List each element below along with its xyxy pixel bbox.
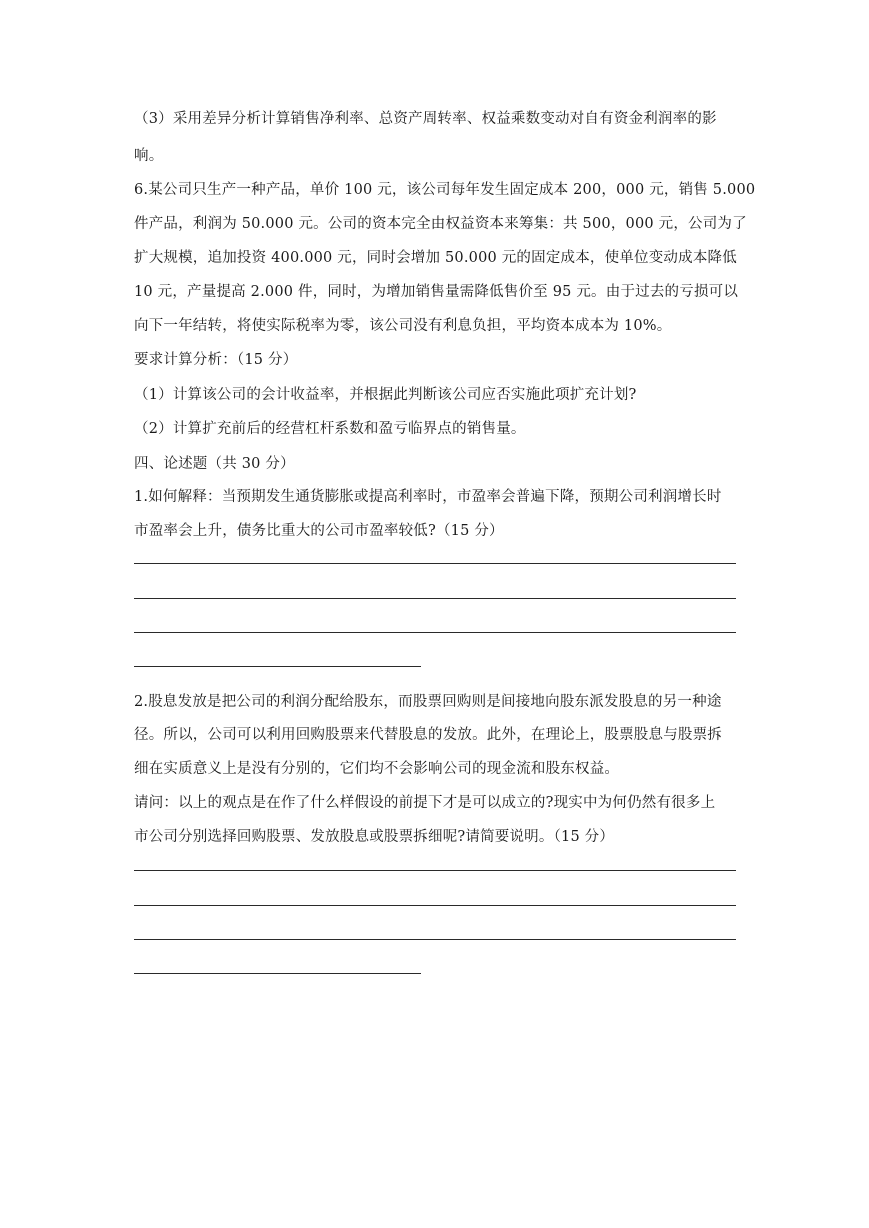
question-6-line-5: 向下一年结转，将使实际税率为零，该公司没有利息负担，平均资本成本为 10%。	[134, 318, 672, 334]
essay-2-line-3: 细在实质意义上是没有分别的，它们均不会影响公司的现金流和股东权益。	[134, 761, 620, 777]
essay-2-line-2: 径。所以，公司可以利用回购股票来代替股息的发放。此外，在理论上，股票股息与股票拆	[134, 727, 722, 743]
question-6-line-4: 10 元，产量提高 2.000 件，同时，为增加销售量需降低售价至 95 元。由于过去的亏损可以	[134, 284, 739, 300]
essay-1-line-1: 1.如何解释：当预期发生通货膨胀或提高利率时，市盈率会普遍下降，预期公司利润增长时	[134, 489, 722, 505]
question-6-line-1: 6.某公司只生产一种产品，单价 100 元，该公司每年发生固定成本 200，000 元，销售 5.000	[134, 182, 756, 198]
essay-2-line-1: 2.股息发放是把公司的利润分配给股东，而股票回购则是间接地向股东派发股息的另一种途	[134, 694, 722, 710]
question-5-part-3-line-1: （3）采用差异分析计算销售净利率、总资产周转率、权益乘数变动对自有资金利润率的影	[134, 111, 717, 127]
question-5-part-3-line-2: 响。	[134, 148, 164, 164]
essay-1-line-2: 市盈率会上升，债务比重大的公司市盈率较低?（15 分）	[134, 523, 504, 539]
answer-line	[134, 905, 736, 906]
question-6-requirement: 要求计算分析：（15 分）	[134, 352, 298, 368]
answer-line	[134, 666, 421, 667]
answer-line	[134, 939, 736, 940]
answer-line	[134, 632, 736, 633]
answer-line	[134, 598, 736, 599]
question-6-part-1: （1）计算该公司的会计收益率，并根据此判断该公司应否实施此项扩充计划?	[134, 387, 637, 403]
question-6-line-2: 件产品，利润为 50.000 元。公司的资本完全由权益资本来筹集：共 500，000 元，公司为了	[134, 216, 747, 232]
answer-line	[134, 563, 736, 564]
section-4-heading: 四、论述题（共 30 分）	[134, 456, 295, 472]
answer-line	[134, 973, 421, 974]
essay-2-question-line-1: 请问：以上的观点是在作了什么样假设的前提下才是可以成立的?现实中为何仍然有很多上	[134, 795, 716, 811]
answer-line	[134, 870, 736, 871]
essay-2-question-line-2: 市公司分别选择回购股票、发放股息或股票拆细呢?请简要说明。（15 分）	[134, 829, 615, 845]
question-6-line-3: 扩大规模，追加投资 400.000 元，同时会增加 50.000 元的固定成本，使单位变动成本降低	[134, 250, 737, 266]
question-6-part-2: （2）计算扩充前后的经营杠杆系数和盈亏临界点的销售量。	[134, 421, 526, 437]
